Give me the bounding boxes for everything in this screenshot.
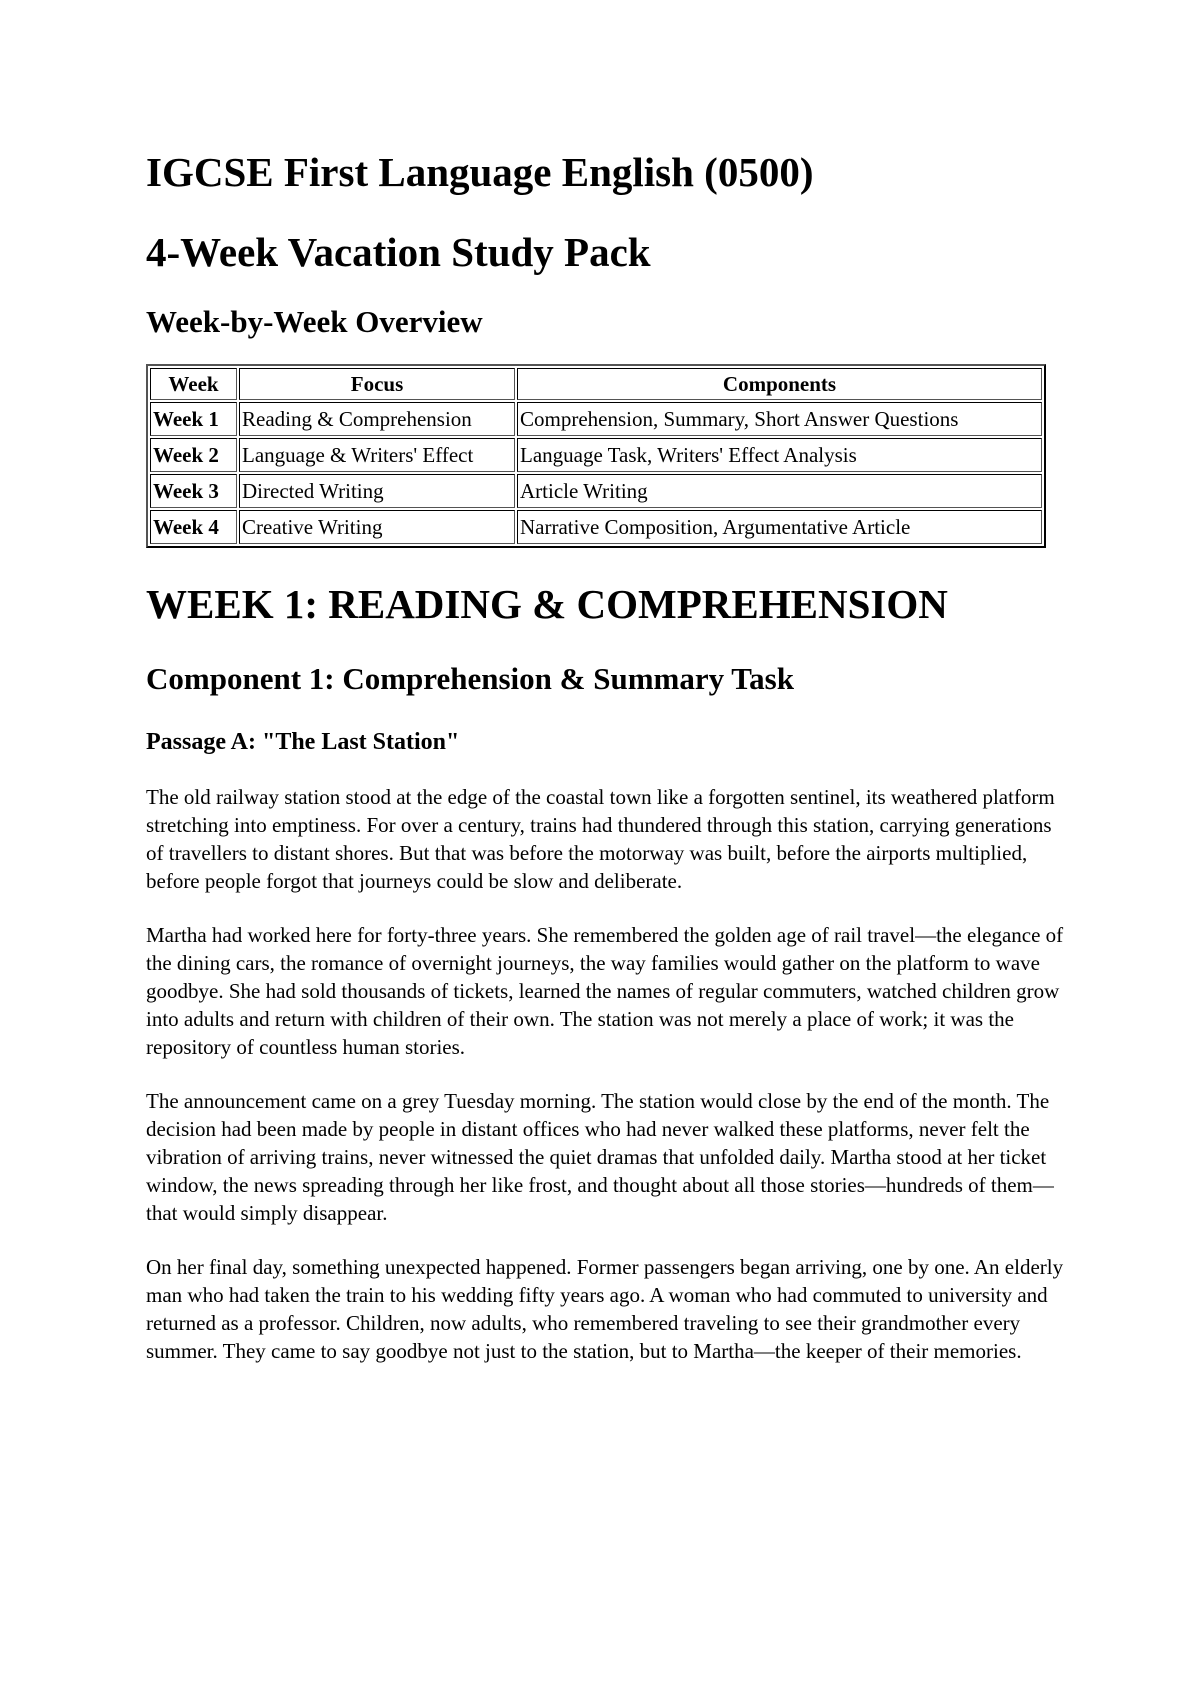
week-cell: Week 2 bbox=[150, 438, 237, 472]
table-row bbox=[150, 510, 1042, 544]
header-week: Week bbox=[150, 368, 237, 400]
components-cell: Article Writing bbox=[517, 474, 1042, 508]
focus-cell: Language & Writers' Effect bbox=[239, 438, 515, 472]
passage-heading: Passage A: "The Last Station" bbox=[146, 729, 460, 755]
overview-heading: Week-by-Week Overview bbox=[146, 304, 483, 339]
header-components: Components bbox=[517, 368, 1042, 400]
week-cell: Week 4 bbox=[150, 510, 237, 544]
components-cell: Narrative Composition, Argumentative Article bbox=[517, 510, 1042, 544]
week1-heading: WEEK 1: READING & COMPREHENSION bbox=[146, 581, 948, 627]
table-row bbox=[150, 402, 1042, 436]
table-header-row bbox=[150, 368, 1042, 400]
passage-paragraph-2: Martha had worked here for forty-three years. She remembered the golden age of rail travel—the elegance of the dining cars, the romance of overnight journeys, the way families would gather on the platform to wave goodbye. She had sold thousands of tickets, learned the names of regular commuters, watched children grow into adults and return with children of their own. The station was not merely a place of work; it was the repository of countless human stories. bbox=[146, 923, 1064, 1059]
document-title: IGCSE First Language English (0500) bbox=[146, 149, 814, 195]
week-cell: Week 3 bbox=[150, 474, 237, 508]
passage-paragraph-4: On her final day, something unexpected happened. Former passengers began arriving, one by one. An elderly man who had taken the train to his wedding fifty years ago. A woman who had commuted to university and returned as a professor. Children, now adults, who remembered traveling to see their grandmother every summer. They came to say goodbye not just to the station, but to Martha—the keeper of their memories. bbox=[146, 1255, 1064, 1363]
passage-paragraph-1: The old railway station stood at the edge of the coastal town like a forgotten sentinel, its weathered platform stretching into emptiness. For over a century, trains had thundered through this station, carrying generations of travellers to distant shores. But that was before the motorway was built, before the airports multiplied, before people forgot that journeys could be slow and deliberate. bbox=[146, 785, 1055, 893]
component-heading: Component 1: Comprehension & Summary Task bbox=[146, 661, 794, 696]
table-row bbox=[150, 474, 1042, 508]
week-cell: Week 1 bbox=[150, 402, 237, 436]
document-page bbox=[146, 148, 1066, 1365]
table-row bbox=[150, 438, 1042, 472]
overview-table bbox=[146, 364, 1046, 548]
components-cell: Language Task, Writers' Effect Analysis bbox=[517, 438, 1042, 472]
header-focus: Focus bbox=[239, 368, 515, 400]
document-subtitle: 4-Week Vacation Study Pack bbox=[146, 229, 651, 275]
components-cell: Comprehension, Summary, Short Answer Questions bbox=[517, 402, 1042, 436]
passage-paragraph-3: The announcement came on a grey Tuesday morning. The station would close by the end of the month. The decision had been made by people in distant offices who had never walked these platforms, never felt the vibration of arriving trains, never witnessed the quiet dramas that unfolded daily. Martha stood at her ticket window, the news spreading through her like frost, and thought about all those stories—hundreds of them—that would simply disappear. bbox=[146, 1089, 1054, 1225]
focus-cell: Reading & Comprehension bbox=[239, 402, 515, 436]
focus-cell: Creative Writing bbox=[239, 510, 515, 544]
focus-cell: Directed Writing bbox=[239, 474, 515, 508]
